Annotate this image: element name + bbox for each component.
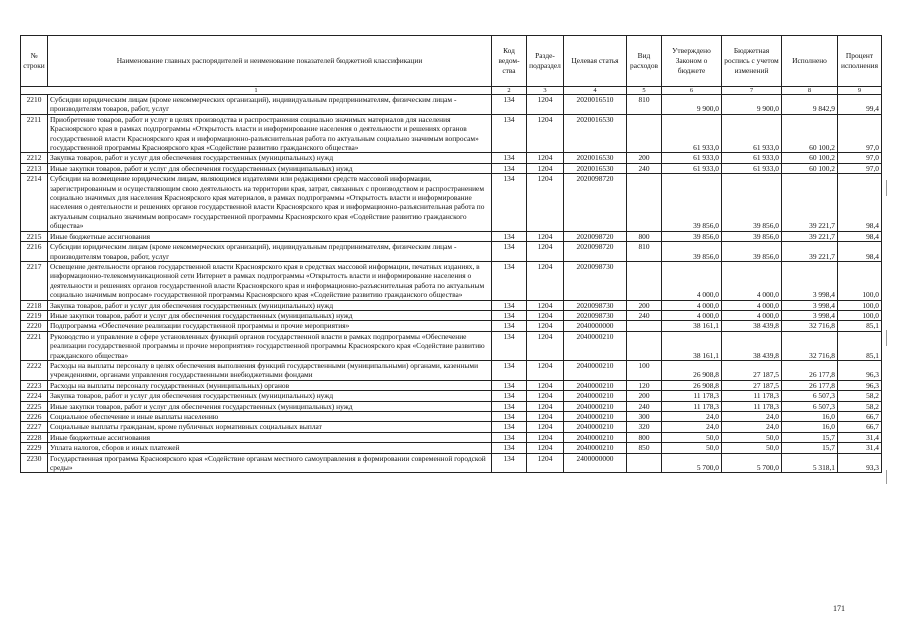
table-row (21, 391, 882, 401)
row-name-cell: Иные бюджетные ассигнования (48, 432, 492, 442)
table-row (21, 412, 882, 422)
section-cell: 1204 (527, 380, 564, 390)
section-cell: 1204 (527, 443, 564, 453)
section-cell: 1204 (527, 412, 564, 422)
percent-cell: 99,4 (838, 95, 882, 115)
row-name-cell: Освещение деятельности органов государственной власти Красноярского края в средствах массовой информации, печатных изданиях, в информационно-телекоммуникационной сети Интернет в рамках подпрограммы «Открытость власти и информирование населения о деятельности и решениях органов государственной власти Красноярского края и информационно-разъяснительная работа по актуальным социально значимым вопросам» государственной программы Красноярского края «Содействие развитию гражданского общества» (48, 261, 492, 300)
department-code-cell: 134 (492, 153, 527, 163)
row-name-cell: Государственная программа Красноярского края «Содействие органам местного самоуправления в формировании современной городской среды» (48, 453, 492, 473)
executed-cell: 60 100,2 (782, 114, 838, 153)
budget-list-cell: 24,0 (722, 422, 782, 432)
target-article-cell: 2040000210 (564, 401, 627, 411)
table-row (21, 422, 882, 432)
expense-type-cell (627, 174, 662, 231)
approved-cell: 11 178,3 (662, 401, 722, 411)
section-cell: 1204 (527, 401, 564, 411)
table-row (21, 360, 882, 380)
row-name-cell: Закупка товаров, работ и услуг для обеспечения государственных (муниципальных) нужд (48, 300, 492, 310)
target-article-cell: 2020098730 (564, 310, 627, 320)
table-row (21, 443, 882, 453)
budget-list-cell: 11 178,3 (722, 391, 782, 401)
table-row (21, 432, 882, 442)
budget-execution-table (20, 35, 882, 473)
section-cell: 1204 (527, 331, 564, 360)
percent-cell: 58,2 (838, 391, 882, 401)
budget-list-cell: 61 933,0 (722, 163, 782, 173)
header-department-code: Код ведом- ства (492, 36, 527, 87)
header-executed: Исполнено (782, 36, 838, 87)
approved-cell: 5 700,0 (662, 453, 722, 473)
row-number-cell: 2210 (21, 95, 48, 115)
executed-cell: 32 716,8 (782, 321, 838, 331)
percent-cell: 31,4 (838, 443, 882, 453)
header-expense-type: Вид расходов (627, 36, 662, 87)
percent-cell: 100,0 (838, 300, 882, 310)
row-name-cell: Расходы на выплаты персоналу государственных (муниципальных) органов (48, 380, 492, 390)
row-number-cell: 2229 (21, 443, 48, 453)
budget-list-cell: 11 178,3 (722, 401, 782, 411)
column-number-1: 1 (21, 87, 492, 95)
expense-type-cell: 800 (627, 231, 662, 241)
department-code-cell: 134 (492, 174, 527, 231)
executed-cell: 3 998,4 (782, 310, 838, 320)
column-number-2: 2 (492, 87, 527, 95)
department-code-cell: 134 (492, 360, 527, 380)
table-row (21, 321, 882, 331)
approved-cell: 39 856,0 (662, 231, 722, 241)
expense-type-cell: 120 (627, 380, 662, 390)
approved-cell: 4 000,0 (662, 310, 722, 320)
department-code-cell: 134 (492, 391, 527, 401)
table-header-row (21, 36, 882, 87)
percent-cell: 97,0 (838, 114, 882, 153)
row-number-cell: 2215 (21, 231, 48, 241)
section-cell: 1204 (527, 321, 564, 331)
table-row (21, 453, 882, 473)
department-code-cell: 134 (492, 412, 527, 422)
section-cell: 1204 (527, 432, 564, 442)
row-name-cell: Иные бюджетные ассигнования (48, 231, 492, 241)
header-section: Разде- подраздел (527, 36, 564, 87)
department-code-cell: 134 (492, 310, 527, 320)
expense-type-cell: 200 (627, 391, 662, 401)
section-cell: 1204 (527, 231, 564, 241)
budget-list-cell: 4 000,0 (722, 310, 782, 320)
budget-list-cell: 4 000,0 (722, 261, 782, 300)
budget-list-cell: 50,0 (722, 432, 782, 442)
executed-cell: 26 177,8 (782, 380, 838, 390)
department-code-cell: 134 (492, 114, 527, 153)
row-name-cell: Закупка товаров, работ и услуг для обеспечения государственных (муниципальных) нужд (48, 391, 492, 401)
column-number-8: 8 (782, 87, 838, 95)
expense-type-cell: 850 (627, 443, 662, 453)
department-code-cell: 134 (492, 163, 527, 173)
percent-cell: 31,4 (838, 432, 882, 442)
target-article-cell: 2400000000 (564, 453, 627, 473)
column-number-9: 9 (838, 87, 882, 95)
column-number-3: 3 (527, 87, 564, 95)
percent-cell: 96,3 (838, 380, 882, 390)
percent-cell: 98,4 (838, 174, 882, 231)
row-name-cell: Субсидии юридическим лицам (кроме некоммерческих организаций), индивидуальным предпринимателям, физическим лицам - производителям товаров, работ, услуг (48, 95, 492, 115)
row-name-cell: Закупка товаров, работ и услуг для обеспечения государственных (муниципальных) нужд (48, 153, 492, 163)
target-article-cell: 2040000210 (564, 380, 627, 390)
row-name-cell: Иные закупки товаров, работ и услуг для обеспечения государственных (муниципальных) нужд (48, 163, 492, 173)
row-number-cell: 2227 (21, 422, 48, 432)
department-code-cell: 134 (492, 443, 527, 453)
budget-list-cell: 39 856,0 (722, 231, 782, 241)
executed-cell: 6 507,3 (782, 391, 838, 401)
table-row (21, 331, 882, 360)
budget-list-cell: 9 900,0 (722, 95, 782, 115)
expense-type-cell: 240 (627, 163, 662, 173)
budget-list-cell: 24,0 (722, 412, 782, 422)
target-article-cell: 2020098720 (564, 242, 627, 262)
percent-cell: 96,3 (838, 360, 882, 380)
header-approved: Утверждено Законом о бюджете (662, 36, 722, 87)
row-number-cell: 2224 (21, 391, 48, 401)
approved-cell: 39 856,0 (662, 242, 722, 262)
section-cell: 1204 (527, 163, 564, 173)
expense-type-cell (627, 453, 662, 473)
expense-type-cell: 800 (627, 432, 662, 442)
expense-type-cell: 240 (627, 310, 662, 320)
percent-cell: 66,7 (838, 412, 882, 422)
approved-cell: 24,0 (662, 422, 722, 432)
table-row (21, 163, 882, 173)
percent-cell: 97,0 (838, 153, 882, 163)
table-row (21, 380, 882, 390)
row-number-cell: 2216 (21, 242, 48, 262)
executed-cell: 26 177,8 (782, 360, 838, 380)
executed-cell: 39 221,7 (782, 231, 838, 241)
department-code-cell: 134 (492, 432, 527, 442)
row-number-cell: 2230 (21, 453, 48, 473)
table-row (21, 231, 882, 241)
expense-type-cell (627, 114, 662, 153)
percent-cell: 93,3 (838, 453, 882, 473)
table-row (21, 95, 882, 115)
target-article-cell: 2040000210 (564, 412, 627, 422)
percent-cell: 85,1 (838, 321, 882, 331)
row-name-cell: Иные закупки товаров, работ и услуг для обеспечения государственных (муниципальных) нужд (48, 401, 492, 411)
row-number-cell: 2222 (21, 360, 48, 380)
percent-cell: 98,4 (838, 231, 882, 241)
page-number: 171 (833, 604, 845, 613)
approved-cell: 39 856,0 (662, 174, 722, 231)
approved-cell: 26 908,8 (662, 380, 722, 390)
department-code-cell: 134 (492, 95, 527, 115)
target-article-cell: 2040000210 (564, 443, 627, 453)
budget-list-cell: 50,0 (722, 443, 782, 453)
executed-cell: 16,0 (782, 422, 838, 432)
department-code-cell: 134 (492, 331, 527, 360)
percent-cell: 85,1 (838, 331, 882, 360)
approved-cell: 26 908,8 (662, 360, 722, 380)
row-number-cell: 2211 (21, 114, 48, 153)
budget-list-cell: 39 856,0 (722, 174, 782, 231)
target-article-cell: 2020016530 (564, 114, 627, 153)
row-number-cell: 2219 (21, 310, 48, 320)
approved-cell: 61 933,0 (662, 163, 722, 173)
target-article-cell: 2020098730 (564, 261, 627, 300)
target-article-cell: 2020098730 (564, 300, 627, 310)
table-row (21, 242, 882, 262)
row-name-cell: Иные закупки товаров, работ и услуг для обеспечения государственных (муниципальных) нужд (48, 310, 492, 320)
executed-cell: 39 221,7 (782, 174, 838, 231)
column-number-6: 6 (662, 87, 722, 95)
row-number-cell: 2212 (21, 153, 48, 163)
row-name-cell: Социальные выплаты гражданам, кроме публичных нормативных социальных выплат (48, 422, 492, 432)
executed-cell: 32 716,8 (782, 331, 838, 360)
budget-table-sheet (20, 35, 882, 473)
section-cell: 1204 (527, 391, 564, 401)
budget-list-cell: 38 439,8 (722, 321, 782, 331)
department-code-cell: 134 (492, 300, 527, 310)
target-article-cell: 2040000000 (564, 321, 627, 331)
row-name-cell: Расходы на выплаты персоналу в целях обеспечения выполнения функций государственными (муниципальными) органами, казенными учреждениями, органами управления государственными внебюджетными фондами (48, 360, 492, 380)
expense-type-cell (627, 261, 662, 300)
approved-cell: 50,0 (662, 432, 722, 442)
row-name-cell: Руководство и управление в сфере установленных функций органов государственной власти в рамках подпрограммы «Обеспечение реализации государственной программы и прочие мероприятия» государственной программы Красноярского края «Содействие развитию гражданского общества» (48, 331, 492, 360)
section-cell: 1204 (527, 174, 564, 231)
department-code-cell: 134 (492, 380, 527, 390)
budget-list-cell: 27 187,5 (722, 380, 782, 390)
target-article-cell: 2040000210 (564, 331, 627, 360)
row-number-cell: 2226 (21, 412, 48, 422)
row-name-cell: Уплата налогов, сборов и иных платежей (48, 443, 492, 453)
target-article-cell: 2020098720 (564, 174, 627, 231)
section-cell: 1204 (527, 95, 564, 115)
expense-type-cell (627, 331, 662, 360)
section-cell: 1204 (527, 114, 564, 153)
target-article-cell: 2040000210 (564, 422, 627, 432)
table-row (21, 174, 882, 231)
expense-type-cell: 200 (627, 300, 662, 310)
executed-cell: 3 998,4 (782, 300, 838, 310)
table-row (21, 401, 882, 411)
executed-cell: 60 100,2 (782, 163, 838, 173)
approved-cell: 38 161,1 (662, 331, 722, 360)
row-number-cell: 2228 (21, 432, 48, 442)
approved-cell: 50,0 (662, 443, 722, 453)
section-cell: 1204 (527, 153, 564, 163)
margin-marks (886, 180, 888, 480)
budget-list-cell: 5 700,0 (722, 453, 782, 473)
expense-type-cell: 810 (627, 95, 662, 115)
column-number-7: 7 (722, 87, 782, 95)
department-code-cell: 134 (492, 453, 527, 473)
column-number-5: 5 (627, 87, 662, 95)
percent-cell: 58,2 (838, 401, 882, 411)
target-article-cell: 2040000210 (564, 432, 627, 442)
section-cell: 1204 (527, 310, 564, 320)
executed-cell: 5 318,1 (782, 453, 838, 473)
row-name-cell: Субсидии юридическим лицам (кроме некоммерческих организаций), индивидуальным предпринимателям, физическим лицам - производителям товаров, работ, услуг (48, 242, 492, 262)
section-cell: 1204 (527, 422, 564, 432)
approved-cell: 61 933,0 (662, 114, 722, 153)
row-number-cell: 2223 (21, 380, 48, 390)
table-row (21, 114, 882, 153)
department-code-cell: 134 (492, 321, 527, 331)
percent-cell: 66,7 (838, 422, 882, 432)
approved-cell: 4 000,0 (662, 261, 722, 300)
table-row (21, 300, 882, 310)
row-number-cell: 2213 (21, 163, 48, 173)
section-cell: 1204 (527, 261, 564, 300)
executed-cell: 16,0 (782, 412, 838, 422)
section-cell: 1204 (527, 242, 564, 262)
target-article-cell: 2040000210 (564, 360, 627, 380)
row-number-cell: 2217 (21, 261, 48, 300)
department-code-cell: 134 (492, 242, 527, 262)
section-cell: 1204 (527, 453, 564, 473)
table-row (21, 153, 882, 163)
column-number-4: 4 (564, 87, 627, 95)
target-article-cell: 2040000210 (564, 391, 627, 401)
approved-cell: 38 161,1 (662, 321, 722, 331)
department-code-cell: 134 (492, 422, 527, 432)
row-number-cell: 2220 (21, 321, 48, 331)
department-code-cell: 134 (492, 401, 527, 411)
executed-cell: 9 842,9 (782, 95, 838, 115)
row-number-cell: 2214 (21, 174, 48, 231)
row-name-cell: Социальное обеспечение и иные выплаты населению (48, 412, 492, 422)
row-number-cell: 2218 (21, 300, 48, 310)
target-article-cell: 2020016510 (564, 95, 627, 115)
table-row (21, 261, 882, 300)
percent-cell: 100,0 (838, 261, 882, 300)
column-number-row (21, 87, 882, 95)
row-number-cell: 2221 (21, 331, 48, 360)
header-row-number: № строки (21, 36, 48, 87)
header-percent: Процент исполнения (838, 36, 882, 87)
expense-type-cell: 810 (627, 242, 662, 262)
header-target-article: Целевая статья (564, 36, 627, 87)
table-body (21, 95, 882, 473)
header-budget-list: Бюджетная роспись с учетом изменений (722, 36, 782, 87)
executed-cell: 39 221,7 (782, 242, 838, 262)
approved-cell: 4 000,0 (662, 300, 722, 310)
executed-cell: 3 998,4 (782, 261, 838, 300)
target-article-cell: 2020016530 (564, 153, 627, 163)
header-name: Наименование главных распорядителей и неименование показателей бюджетной классификации (48, 36, 492, 87)
executed-cell: 6 507,3 (782, 401, 838, 411)
budget-list-cell: 61 933,0 (722, 114, 782, 153)
department-code-cell: 134 (492, 231, 527, 241)
approved-cell: 61 933,0 (662, 153, 722, 163)
budget-list-cell: 38 439,8 (722, 331, 782, 360)
section-cell: 1204 (527, 360, 564, 380)
expense-type-cell: 300 (627, 412, 662, 422)
expense-type-cell (627, 321, 662, 331)
executed-cell: 60 100,2 (782, 153, 838, 163)
budget-list-cell: 61 933,0 (722, 153, 782, 163)
expense-type-cell: 200 (627, 153, 662, 163)
percent-cell: 97,0 (838, 163, 882, 173)
expense-type-cell: 240 (627, 401, 662, 411)
row-name-cell: Субсидии на возмещение юридическим лицам, являющимся издателями или редакциями средств массовой информации, зарегистрированным и осуществляющим свою деятельность на территории края, затрат, связанных с производством и распространением социально значимых для населения Красноярского края материалов, в рамках подпрограммы «Открытость власти и информирование населения о деятельности и решениях органов государственной власти Красноярского края и информационно-разъяснительная работа по актуальным социально значимым вопросам» государственной программы Красноярского края «Содействие развитию гражданского общества» (48, 174, 492, 231)
target-article-cell: 2020098720 (564, 231, 627, 241)
row-name-cell: Приобретение товаров, работ и услуг в целях производства и распространения социально значимых материалов для населения Красноярского края в рамках подпрограммы «Открытость власти и информирование населения о деятельности и решениях органов государственной власти Красноярского края и информационно-разъяснительная работа по актуальным социально значимым вопросам» государственной программы Красноярского края «Содействие развитию гражданского общества» (48, 114, 492, 153)
approved-cell: 24,0 (662, 412, 722, 422)
approved-cell: 9 900,0 (662, 95, 722, 115)
target-article-cell: 2020016530 (564, 163, 627, 173)
budget-list-cell: 4 000,0 (722, 300, 782, 310)
percent-cell: 98,4 (838, 242, 882, 262)
department-code-cell: 134 (492, 261, 527, 300)
budget-list-cell: 27 187,5 (722, 360, 782, 380)
approved-cell: 11 178,3 (662, 391, 722, 401)
section-cell: 1204 (527, 300, 564, 310)
executed-cell: 15,7 (782, 443, 838, 453)
row-number-cell: 2225 (21, 401, 48, 411)
percent-cell: 100,0 (838, 310, 882, 320)
expense-type-cell: 320 (627, 422, 662, 432)
row-name-cell: Подпрограмма «Обеспечение реализации государственной программы и прочие мероприятия» (48, 321, 492, 331)
table-row (21, 310, 882, 320)
budget-list-cell: 39 856,0 (722, 242, 782, 262)
expense-type-cell: 100 (627, 360, 662, 380)
executed-cell: 15,7 (782, 432, 838, 442)
